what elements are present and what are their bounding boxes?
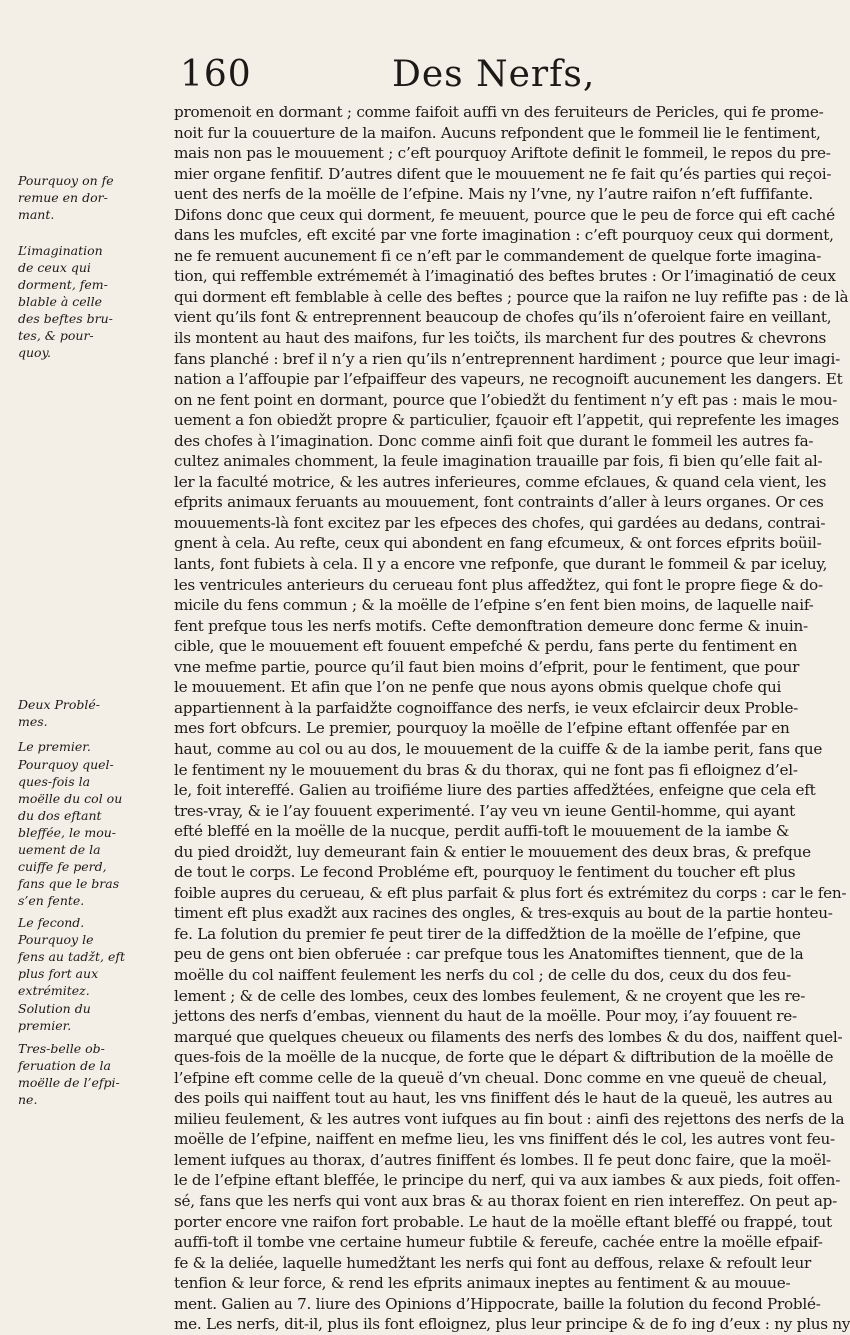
body-line: lants, font fubiets à cela. Il y a encore vne refponfe, que durant le fommeil & par iceluy, — [174, 555, 828, 574]
margin-note-line: Pourquoy on fe — [18, 173, 114, 188]
margin-note-line: cuiffe fe perd, — [18, 859, 107, 874]
body-line: foible aupres du cerueau, & eft plus parfait & plus fort és extrémitez du corps : car le fen- — [174, 883, 847, 902]
margin-note-line: L’imagination — [18, 243, 103, 258]
body-line: vne mefme partie, pource qu’il faut bien moins d’efprit, pour le fentiment, que pour — [174, 657, 800, 676]
body-line: lement iufques au thorax, d’autres finiffent és lombes. Il fe peut donc faire, que la moël- — [174, 1150, 831, 1169]
page-number: 160 — [180, 54, 252, 95]
margin-note-line: du dos eftant — [18, 808, 102, 823]
margin-note-line: premier. — [18, 1018, 72, 1033]
body-line: micile du fens commun ; & la moëlle de l’efpine s’en fent bien moins, de laquelle naif- — [174, 596, 814, 615]
body-line: le, foit intereffé. Galien au troifiéme liure des parties affeǆtées, enfeigne que cela eft — [174, 781, 816, 800]
body-line: peu de gens ont bien obferuée : car prefque tous les Anatomiftes tiennent, que de la — [174, 945, 804, 964]
body-line: haut, comme au col ou au dos, le mouuement de la cuiffe & de la iambe perit, fans que — [174, 739, 823, 758]
margin-note-line: Deux Problé- — [18, 697, 101, 712]
body-line: Difons donc que ceux qui dorment, fe meuuent, pource que le peu de force qui eft caché — [174, 205, 835, 224]
margin-note-line: ne. — [18, 1092, 38, 1107]
margin-note-line: Tres-belle ob- — [18, 1041, 105, 1056]
margin-note-line: Pourquoy quel- — [18, 757, 114, 772]
margin-note-second — [18, 914, 168, 999]
margin-note-line: remue en dor- — [18, 190, 108, 205]
body-line: lement ; & de celle des lombes, ceux des lombes feulement, & ne croyent que les re- — [174, 986, 806, 1005]
margin-note-line: plus fort aux — [18, 966, 99, 981]
body-line: timent eft plus exaǆt aux racines des ongles, & tres-exquis au bout de la partie honteu- — [174, 904, 833, 923]
body-line: moëlle de l’efpine, naiffent en mefme lieu, les vns finiffent dés le col, les autres vont feu- — [174, 1130, 835, 1149]
margin-note-line: uement de la — [18, 842, 101, 857]
margin-note-line: ques-fois la — [18, 774, 91, 789]
page-header — [0, 52, 800, 98]
margin-note-line: Le fecond. — [18, 915, 85, 930]
body-text — [174, 102, 850, 1335]
margin-note-line: feruation de la — [18, 1058, 111, 1073]
body-line: nation a l’affoupie par l’efpaiffeur des vapeurs, ne recognoift aucunement les dangers. Et — [174, 370, 843, 389]
margin-note-line: des beftes bru- — [18, 311, 113, 326]
body-line: ques-fois de la moëlle de la nucque, de forte que le départ & diftribution de la moëlle de — [174, 1048, 834, 1067]
margin-note-line: bleffée, le mou- — [18, 825, 117, 840]
body-line: le mouuement. Et afin que l’on ne penfe que nous ayons obmis quelque chofe qui — [174, 678, 782, 697]
body-line: des poils qui naiffent tout au haut, les vns finiffent dés le haut de la queuë, les autres au — [174, 1089, 833, 1108]
body-line: l’efpine eft comme celle de la queuë d’vn cheual. Donc comme en vne queuë de cheual, — [174, 1068, 827, 1087]
body-line: milieu feulement, & les autres vont iufques au fin bout : ainfi des rejettons des nerfs de la — [174, 1109, 845, 1128]
margin-note-deux-problemes — [18, 696, 168, 730]
body-line: tenfion & leur force, & rend les efprits animaux ineptes au fentiment & au mouue- — [174, 1274, 791, 1293]
body-line: uent des nerfs de la moëlle de l’efpine. Mais ny l’vne, ny l’autre raifon n’eft fuffifante. — [174, 185, 813, 204]
body-line: du pied droiǆt, luy demeurant fain & entier le mouuement des deux bras, & prefque — [174, 842, 811, 861]
margin-note-imagination — [18, 242, 168, 361]
body-line: efté bleffé en la moëlle de la nucque, perdit auffi-toft le mouuement de la iambe & — [174, 822, 790, 841]
margin-note-pourquoy-moelle — [18, 756, 168, 909]
body-line: vient qu’ils font & entreprennent beaucoup de chofes qu’ils n’oferoient faire en veillant, — [174, 308, 832, 327]
margin-note-line: Pourquoy le — [18, 932, 94, 947]
body-line: gnent à cela. Au refte, ceux qui abondent en fang efcumeux, & ont forces efprits boüil- — [174, 534, 822, 553]
body-line: noit fur la couuerture de la maifon. Aucuns refpondent que le fommeil lie le fentiment, — [174, 123, 821, 142]
body-line: mier organe fenfitif. D’autres difent que le mouuement ne fe fait qu’és parties qui reçoi- — [174, 164, 832, 183]
body-line: marqué que quelques cheueux ou filaments des nerfs des lombes & du dos, naiffent quel- — [174, 1027, 843, 1046]
margin-note-solution — [18, 1000, 168, 1034]
margin-note-line: mant. — [18, 207, 55, 222]
body-line: ils montent au haut des maifons, fur les toičts, ils marchent fur des poutres & chevrons — [174, 329, 827, 348]
margin-note-pourquoy-remue — [18, 172, 168, 223]
body-line: fe. La folution du premier fe peut tirer de la diffeǆtion de la moëlle de l’efpine, que — [174, 924, 801, 943]
body-line: de tout le corps. Le fecond Probléme eft, pourquoy le fentiment du toucher eft plus — [174, 863, 796, 882]
body-line: efprits animaux feruants au mouuement, font contraints d’aller à leurs organes. Or ces — [174, 493, 824, 512]
body-line: promenoit en dormant ; comme faifoit auffi vn des feruiteurs de Pericles, qui fe prome- — [174, 103, 824, 121]
body-line: le de l’efpine eftant bleffée, le principe du nerf, qui va aux iambes & aux pieds, foit offen- — [174, 1171, 841, 1190]
body-line: des chofes à l’imagination. Donc comme ainfi foit que durant le fommeil les autres fa- — [174, 431, 814, 450]
body-line: moëlle du col naiffent feulement les nerfs du col ; de celle du dos, ceux du dos feu- — [174, 965, 792, 984]
body-line: sé, fans que les nerfs qui vont aux bras & au thorax foient en rien intereffez. On peut ap- — [174, 1191, 837, 1210]
body-line: les ventricules anterieurs du cerueau font plus affeǆtez, qui font le propre fiege & do- — [174, 575, 823, 594]
body-line: cultez animales chomment, la feule imagination trauaille par fois, fi bien qu’elle fait al- — [174, 452, 823, 471]
body-line: dans les mufcles, eft excité par vne forte imagination : c’eft pourquoy ceux qui dorment, — [174, 226, 834, 245]
body-line: ne fe remuent aucunement fi ce n’eft par le commandement de quelque forte imagina- — [174, 246, 822, 265]
margin-note-line: mes. — [18, 714, 48, 729]
body-line: cible, que le mouuement eft fouuent empefché & perdu, fans perte du fentiment en — [174, 637, 798, 656]
margin-note-line: moëlle de l’efpi- — [18, 1075, 120, 1090]
margin-note-line: Solution du — [18, 1001, 91, 1016]
body-line: qui dorment eft femblable à celle des beftes ; pource que la raifon ne luy refifte pas : de là — [174, 287, 849, 306]
margin-note-line: extrémitez. — [18, 983, 90, 998]
margin-note-line: s’en fente. — [18, 893, 85, 908]
body-line: uement a fon obieǆt propre & particulier, fçauoir eft l’appetit, qui reprefente les images — [174, 411, 839, 430]
body-line: jettons des nerfs d’embas, viennent du haut de la moëlle. Pour moy, i’ay fouuent re- — [174, 1007, 797, 1026]
body-line: porter encore vne raifon fort probable. Le haut de la moëlle eftant bleffé ou frappé, tout — [174, 1212, 832, 1231]
margin-note-line: Le premier. — [18, 739, 91, 754]
body-line: mouuements-là font excitez par les efpeces des chofes, qui gardées au dedans, contrai- — [174, 513, 826, 532]
body-line: ler la faculté motrice, & les autres inferieures, comme efclaues, & quand cela vient, les — [174, 472, 827, 491]
margin-note-line: fens au taǆt, eft — [18, 949, 126, 964]
margin-note-line: fans que le bras — [18, 876, 120, 891]
margin-note-tres-belle — [18, 1040, 168, 1108]
body-line: auffi-toft il tombe vne certaine humeur fubtile & fereufe, cachée entre la moëlle efpaif- — [174, 1233, 823, 1252]
body-line: tion, qui reffemble extrémemét à l’imaginatió des beftes brutes : Or l’imaginatió de ceux — [174, 267, 836, 286]
body-line: mes fort obfcurs. Le premier, pourquoy la moëlle de l’efpine eftant offenfée par en — [174, 719, 790, 738]
margin-note-premier — [18, 738, 168, 755]
body-line: le fentiment ny le mouuement du bras & du thorax, qui ne font pas fi efloignez d’el- — [174, 760, 798, 779]
margin-note-line: blable à celle — [18, 294, 103, 309]
margin-note-line: tes, & pour- — [18, 328, 94, 343]
body-line: ment. Galien au 7. liure des Opinions d’Hippocrate, baille la folution du fecond Problé- — [174, 1294, 821, 1313]
running-title: Des Nerfs, — [392, 54, 596, 95]
margin-note-line: quoy. — [18, 345, 51, 360]
body-line: on ne fent point en dormant, pource que l’obieǆt du fentiment n’y eft pas : mais le mou- — [174, 390, 838, 409]
body-line: fent prefque tous les nerfs motifs. Cefte demonftration demeure donc ferme & inuin- — [174, 616, 808, 635]
body-line: appartiennent à la parfaiǆte cognoiffance des nerfs, ie veux efclaircir deux Proble- — [174, 698, 799, 717]
body-line: fe & la deliée, laquelle humeǆtant les nerfs qui font au deffous, relaxe & refoult leur — [174, 1253, 812, 1272]
margin-note-line: dorment, fem- — [18, 277, 108, 292]
margin-note-line: moëlle du col ou — [18, 791, 123, 806]
margin-note-line: de ceux qui — [18, 260, 91, 275]
body-line: mais non pas le mouuement ; c’eft pourquoy Ariftote definit le fommeil, le repos du pre- — [174, 144, 831, 163]
body-line: fans planché : bref il n’y a rien qu’ils n’entreprennent hardiment ; pource que leur imagi- — [174, 349, 841, 368]
body-line: me. Les nerfs, dit-il, plus ils font efloignez, plus leur principe & de fo ing d’eux : ny plus ny — [174, 1315, 850, 1334]
body-line: tres-vray, & ie l’ay fouuent experimenté. I’ay veu vn ieune Gentil-homme, qui ayant — [174, 801, 795, 820]
